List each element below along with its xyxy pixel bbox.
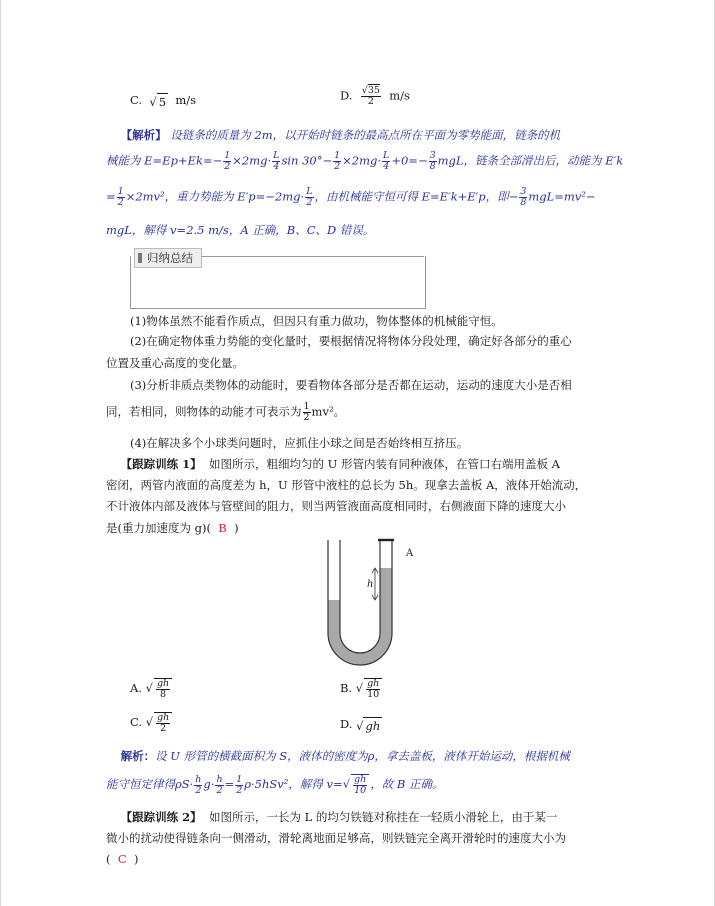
summary-p2a: (2)在确定物体重力势能的变化量时，要根据情况将物体分段处理，确定好各部分的重心 [130,334,572,348]
option-a: A. √ $\frac{gh}{8}$ [130,678,173,700]
exercise2-line2: 微小的扰动使得链条向一侧滑动，滑轮离地面足够高，则铁链完全离开滑轮时的速度大小为 [106,831,566,845]
analysis2-line2: 能守恒定律得ρS· $\frac{h}{2}$ g· $\frac{h}{2}$ = $\frac{1}{2}$ ρ·5hSv²，解得 v=√ $\frac{gh}{10}$ ，故 B 正确。 [106,773,444,796]
option-c2: C. √ $\frac{gh}{2}$ [130,712,173,734]
label-a: A [406,548,414,559]
exercise1-line4: 是(重力加速度为 g)( B ) [106,521,239,535]
analysis2-line1: 解析：设 U 形管的横截面积为 S，液体的密度为ρ，拿去盖板，液体开始运动，根据机械 [120,749,570,763]
option-c: C. √ 5 m/s [130,93,197,109]
summary-tag: 归纳总结 [134,248,202,268]
analysis1-line1: 【解析】 设链条的质量为 2m，以开始时链条的最高点所在平面为零势能面，链条的机 [120,128,561,142]
analysis1-line3: = $\frac{1}{2}$ ×2mv²，重力势能为 E′p=−2mg· $\frac{L}{2}$ ，由机械能守恒可得 E=E′k+E′p，即− $\frac{3}{8}$ mgL=mv²− [106,186,596,208]
summary-p2b: 位置及重心高度的变化量。 [106,356,244,370]
option-d2: D. √ gh [340,717,381,733]
answer-b: B [218,521,227,535]
label-h: h [367,579,374,590]
analysis1-line2: 械能为 E=Ep+Ek=− $\frac{1}{2}$ ×2mg· $\frac{L}{4}$ sin 30°− $\frac{1}{2}$ ×2mg· $\frac{L}{4}$ +0=− $\frac{3}{8}$ mgL，链条全部滑出后，动能为 E′k [106,150,624,172]
option-b: B. √ $\frac{gh}{10}$ [340,678,383,700]
answer-c: C [117,852,127,866]
u-tube-liquid [328,568,392,665]
summary-box-top-rule [200,256,424,257]
u-tube-inner-wall [340,540,380,653]
exercise2-line1: 【跟踪训练 2】 如图所示，一长为 L 的均匀铁链对称挂在一轻质小滑轮上，由于某一 [120,810,558,824]
summary-p3b: 同，若相同，则物体的动能才可表示为 $\frac{1}{2}$ mv²。 [106,401,346,423]
summary-p4: (4)在解决多个小球类问题时，应抓住小球之间是否始终相互挤压。 [130,436,469,450]
exercise1-line3: 不计液体内部及液体与管壁间的阻力，则当两管液面高度相同时，右侧液面下降的速度大小 [106,499,566,513]
summary-p3a: (3)分析非质点类物体的动能时，要看物体各部分是否都在运动，运动的速度大小是否相 [130,378,572,392]
exercise1-line2: 密闭，两管内液面的高度差为 h，U 形管中液柱的总长为 5h。现拿去盖板 A，液体开始流动， [106,478,587,492]
exercise2-line3: ( C ) [106,852,139,866]
option-d: D. $\frac{√35}{2}$ m/s [340,85,410,107]
exercise1-line1: 【跟踪训练 1】 如图所示，粗细均匀的 U 形管内装有同种液体，在管口右端用盖板 A [120,457,560,471]
u-tube-figure [320,538,420,678]
summary-p1: (1)物体虽然不能看作质点，但因只有重力做功，物体整体的机械能守恒。 [130,314,503,328]
analysis1-line4: mgL，解得 v=2.5 m/s，A 正确，B、C、D 错误。 [106,223,375,237]
